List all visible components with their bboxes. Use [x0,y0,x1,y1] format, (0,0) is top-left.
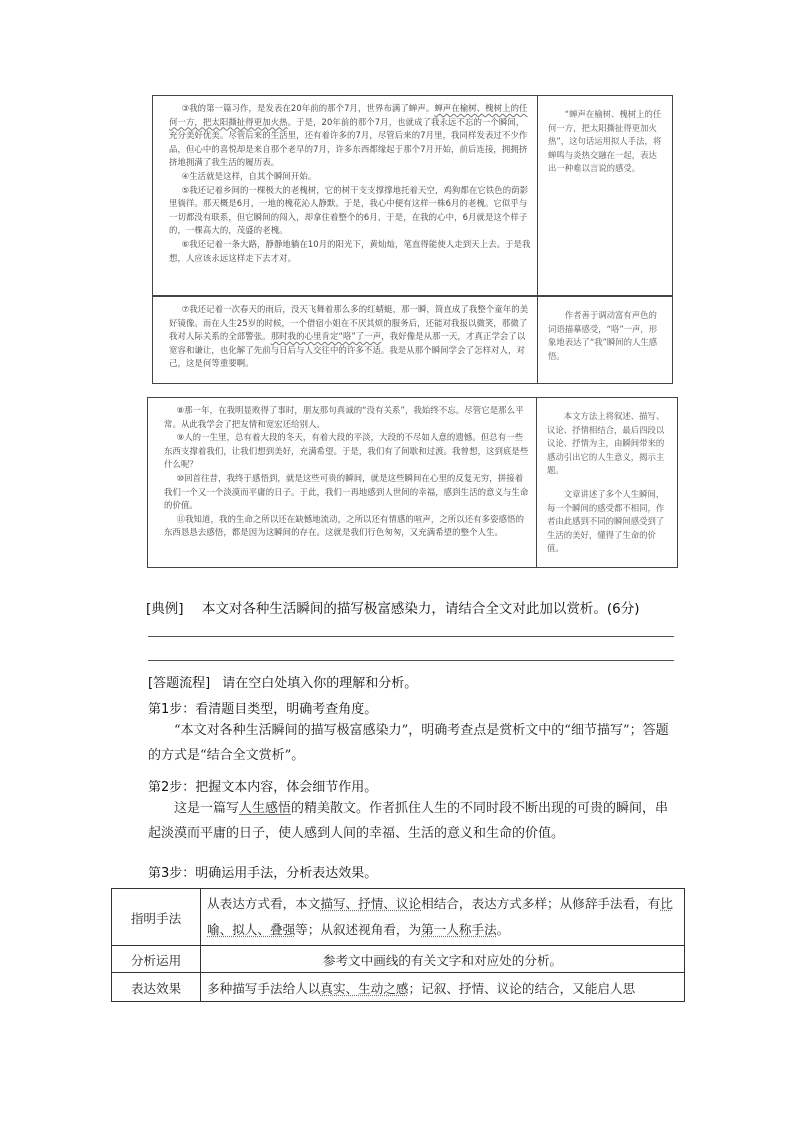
table-row [112,973,685,1002]
table-row [112,946,685,973]
step-2-body [148,796,676,846]
table-row [112,889,685,946]
row-label-technique: 指明手法 [112,889,201,946]
step-2-heading: 第2步：把握文本内容，体会细节作用。 [148,780,378,795]
example-question [146,597,639,617]
margin-note-2 [537,297,672,383]
paragraph-7 [169,303,531,371]
row-label-analysis: 分析运用 [112,946,201,973]
row-content-technique [201,889,685,946]
margin-note-3a-text: 本文方法上将叙述、描写、议论、抒情相结合，最后四段以议论、抒情为主，由瞬间带来的感动引出它的人生意义，揭示主题。 [547,411,665,476]
paragraph-6: ⑥我还记着一条大路，静静地躺在10月的阳光下，黄灿灿，笔直得能使人走到天上去。于是我想，人应该永远这样走下去才对。 [169,238,531,263]
answer-flow-label: [答题流程] [148,676,211,691]
row-content-analysis: 参考文中画线的有关文字和对应处的分析。 [201,946,685,973]
margin-note-3b-text: 文章讲述了多个人生瞬间，每一个瞬间的感受都不相同，作者由此感到不同的瞬间感受到了生活的美好，懂得了生命的价值。 [547,488,665,554]
passage-box-3 [147,397,678,568]
example-label: [典例] [146,601,184,617]
underlined-keyword: 人生感悟 [239,801,292,816]
wavy-underlined-phrase: 那时我的心里肯定“咯”了一声 [270,331,382,342]
step-2-body-b: 的精美散文。作者抓住人生的不同时段不断出现的可贵的瞬间，串起淡漠而平庸的日子，使人感到人间的幸福、生活的意义和生命的价值。 [148,801,669,841]
analysis-table [111,888,685,1002]
paragraph-9: ⑨人的一生里，总有着大段的冬天，有着大段的平淡，大段的不尽如人意的遗憾。但总有一些东西支撑着我们，让我们想到美好，充满希望。于是，我们有了间歇和过渡。我曾想，这到底是些什么呢？ [164,432,529,470]
paragraph-3-part-b: 。于是，20年前的那个7月，也就成了我永远不忘的一个瞬间，充分美好优美。尽管后来的生活里，还有着许多的7月，尽管后来的7月里，我同样发表过不少作品，但心中的喜悦却是来自那个老早的7月，许多东西都缘起于那个7月开始，前后连接，拥拥挤挤地拥满了我生活的履历表。 [169,116,528,168]
margin-note-1-text: “蝉声在榆树、槐树上的任何一方，把太阳撕扯得更加火热”，这句话运用拟人手法，将蝉鸣与炎热交融在一起，表达出一种难以言说的感受。 [548,109,662,174]
paragraph-7-part-b: ，我好像是从那一天，才真正学会了以宽容和谦让，也化解了先前与日后与人交往中的许多不适。我是从那个瞬间学会了怎样对人，对己，这是何等重要啊。 [169,331,526,369]
step-3-heading: 第3步：明确运用手法，分析表达效果。 [148,866,378,881]
effect-text-a: 多种描写手法给人以 [207,980,321,996]
passage-box-1-text [153,96,539,295]
row-label-effect: 表达效果 [112,973,201,1002]
margin-note-3 [536,398,677,567]
answer-flow-title [148,672,417,691]
technique-text-c: 等；从叙述视角看，为 [295,922,422,937]
technique-text-d: 。 [496,922,510,937]
answer-flow-instruction: 请在空白处填入你的理解和分析。 [222,676,418,691]
step-1-body: “本文对各种生活瞬间的描写极富感染力”，明确考查点是赏析文中的“细节描写”；答题的方式是“结合全文赏析”。 [148,723,669,763]
underlined-rhetoric: 比喻、拟人、叠强 [207,896,673,937]
paragraph-3 [169,102,531,170]
paragraph-7-part-a: ⑦我还记着一次春天的雨后，没天飞舞着那么多的红蜻蜓，那一瞬，简直成了我整个童年的美好镜像。而在人生25岁的时候，一个借宿小姐在不厌其烦的服务后，还能对我报以微笑，那微了我对人际关系的全部警张。 [169,304,529,342]
passage-box-1 [152,95,673,296]
passage-box-2 [152,296,673,384]
underlined-expression-modes: 描写、抒情、议论 [320,896,422,911]
wavy-underlined-phrase: 蝉声在榆树、槐树上的任何一方，把太阳撕扯得更加火热 [169,103,528,127]
step-2-body-a: 这是一篇写 [174,801,240,816]
paragraph-5: ⑤我还记着乡间的一棵极大的老槐树，它的树干支支撑撑地托着天空，鸡狗都在它铁色的荫影里徜徉。那天概是6月，一地的槐花沁人静默。于是，我心中便有这样一株6月的老槐。它似乎与一切都没有联系，但它瞬间的闯入，却拿住着整个的6月，于是，在我的心中，6月就是这个样子的，一棵高大的，茂盛的老槐。 [169,184,529,236]
underlined-perspective: 第一人称手法 [421,922,497,937]
passage-box-3-text [148,398,538,567]
paragraph-4: ④生活就是这样，自其个瞬间开始。 [181,170,317,181]
effect-text-b: ；记叙、抒情、议论的结合，又能启人思 [408,980,636,996]
paragraph-3-part-a: ③我的第一篇习作，是发表在20年前的那个7月，世界布满了蝉声。 [181,103,435,113]
paragraph-10: ⑩回首往昔，我终于感悟到，就是这些可贵的瞬间，就是这些瞬间在心里的反复无穷，拼接着我们一个又一个淡漠而平庸的日子。于此，我们一再地感到人世间的幸福，感到生活的意义与生命的价值。 [164,472,529,511]
technique-text-b: 相结合，表达方式多样；从修辞手法看，有 [421,896,661,911]
step-1-heading: 第1步：看清题目类型，明确考查角度。 [148,702,378,717]
answer-line-1 [148,636,674,637]
technique-text-a: 从表达方式看，本文 [207,896,321,911]
margin-note-2-text: 作者善于调动富有声色的词语描摹感受，“咯”一声，形象地表达了“我”瞬间的人生感悟。 [548,310,658,361]
row-content-effect [201,973,685,1002]
underlined-effect: 真实、生动之感 [320,980,409,996]
passage-box-2-text [153,297,539,383]
example-question-text: 本文对各种生活瞬间的描写极富感染力，请结合全文对此加以赏析。(6分) [201,601,640,617]
answer-line-2 [148,660,674,661]
margin-note-1 [537,96,672,295]
paragraph-11: ⑪我知道，我的生命之所以还在缺憾地流动，之所以还有情感的喧声，之所以还有多姿感悟的东西恳恳去感悟，都是因为这瞬间的存在。这就是我们行色匆匆，又充满希望的整个人生。 [164,513,525,538]
paragraph-8: ⑧那一年，在我明显败得了事时，朋友那句真诚的“没有关系”，我始终不忘。尽管它是那么平常。从此我学会了把友情和宽宏还给别人。 [164,405,524,429]
